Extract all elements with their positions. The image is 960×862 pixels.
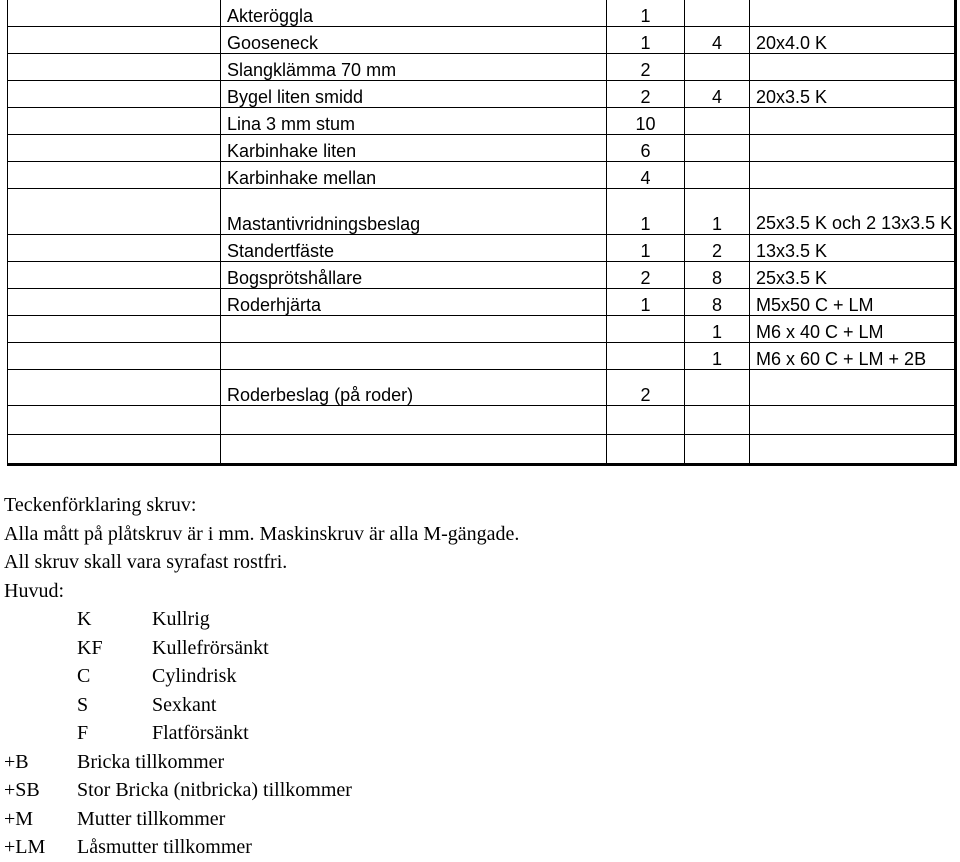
legend-head-desc: Kullefrörsänkt [152,636,269,659]
quantity-cell: 1 [607,235,685,262]
quantity-cell [607,316,685,343]
quantity-cell [607,435,685,465]
part-name-cell [221,343,607,370]
quantity-cell: 1 [607,189,685,235]
part-name-cell: Roderhjärta [221,289,607,316]
legend-note-measurements: Alla mått på plåtskruv är i mm. Maskinskruv är alla M-gängade. [4,522,520,545]
table-row [8,54,956,81]
legend-extra-code: +B [4,750,29,773]
legend-extra-item [4,833,519,862]
screw-size-cell [750,406,956,435]
screw-count-cell [685,108,750,135]
table-row [8,162,956,189]
legend-head-item [4,719,519,748]
legend-extra-code: +SB [4,779,40,801]
table-row [8,289,956,316]
legend-head-item [4,605,519,634]
screw-count-cell [685,162,750,189]
screw-size-cell: 20x4.0 K [750,27,956,54]
row-blank-cell [8,316,221,343]
table-row [8,135,956,162]
legend-head-code: C [77,665,91,687]
screw-count-cell: 4 [685,27,750,54]
part-name-cell: Bogsprötshållare [221,262,607,289]
part-name-cell: Gooseneck [221,27,607,54]
quantity-cell: 6 [607,135,685,162]
row-blank-cell [8,108,221,135]
screw-size-cell [750,370,956,406]
parts-table [7,0,957,466]
part-name-cell: Slangklämma 70 mm [221,54,607,81]
part-name-cell [221,316,607,343]
legend-note-material: All skruv skall vara syrafast rostfri. [4,551,288,573]
screw-size-cell: M6 x 60 C + LM + 2B [750,343,956,370]
row-blank-cell [8,289,221,316]
legend-head-item [4,634,519,663]
row-blank-cell [8,27,221,54]
part-name-cell: Lina 3 mm stum [221,108,607,135]
legend-head-desc: Sexkant [152,693,217,716]
row-blank-cell [8,343,221,370]
table-row [8,316,956,343]
screw-count-cell: 1 [685,189,750,235]
row-blank-cell [8,81,221,108]
legend-extra-desc: Bricka tillkommer [77,750,225,773]
part-name-cell: Bygel liten smidd [221,81,607,108]
table-row [8,81,956,108]
part-name-cell: Mastantivridningsbeslag [221,189,607,235]
row-blank-cell [8,162,221,189]
quantity-cell: 1 [607,289,685,316]
part-name-cell [221,406,607,435]
part-name-cell: Roderbeslag (på roder) [221,370,607,406]
table-row [8,235,956,262]
legend-extra-item [4,776,519,805]
legend-extra-desc: Stor Bricka (nitbricka) tillkommer [77,779,352,801]
screw-count-cell: 8 [685,262,750,289]
legend-head-desc: Cylindrisk [152,665,237,687]
screw-count-cell [685,370,750,406]
part-name-cell: Akteröggla [221,0,607,27]
legend-head-desc: Flatförsänkt [152,722,249,744]
part-name-cell: Karbinhake mellan [221,162,607,189]
quantity-cell: 10 [607,108,685,135]
table-row [8,435,956,465]
legend-extra-code: +LM [4,836,46,858]
screw-size-cell: M6 x 40 C + LM [750,316,956,343]
legend-head-label: Huvud: [4,579,64,602]
row-blank-cell [8,262,221,289]
legend-head-code: K [77,608,92,630]
row-blank-cell [8,406,221,435]
screw-count-cell [685,0,750,27]
table-row [8,406,956,435]
screw-count-cell: 4 [685,81,750,108]
part-name-cell: Standertfäste [221,235,607,262]
legend-head-code: KF [77,636,103,659]
screw-size-cell [750,162,956,189]
screw-size-cell: 13x3.5 K [750,235,956,262]
quantity-cell: 1 [607,0,685,27]
legend-head-code: S [77,693,89,716]
screw-size-cell [750,435,956,465]
screw-count-cell [685,54,750,81]
legend-head-desc: Kullrig [152,608,210,630]
legend-extra-item [4,748,519,777]
screw-count-cell [685,135,750,162]
screw-size-cell: 20x3.5 K [750,81,956,108]
quantity-cell: 2 [607,54,685,81]
part-name-cell [221,435,607,465]
row-blank-cell [8,370,221,406]
table-row [8,27,956,54]
screw-count-cell [685,406,750,435]
screw-count-cell: 2 [685,235,750,262]
screw-size-cell [750,54,956,81]
quantity-cell: 1 [607,27,685,54]
screw-size-cell [750,135,956,162]
quantity-cell: 2 [607,262,685,289]
table-row [8,370,956,406]
part-name-cell: Karbinhake liten [221,135,607,162]
screw-count-cell: 1 [685,316,750,343]
table-row [8,0,956,27]
legend-extra-item [4,805,519,834]
screw-legend [4,491,519,862]
screw-size-cell [750,0,956,27]
screw-size-cell: 25x3.5 K och 2 13x3.5 K [750,189,956,235]
screw-count-cell [685,435,750,465]
table-row [8,262,956,289]
table-row [8,343,956,370]
screw-size-cell: M5x50 C + LM [750,289,956,316]
quantity-cell: 4 [607,162,685,189]
legend-head-item [4,691,519,720]
legend-head-item [4,662,519,691]
row-blank-cell [8,54,221,81]
table-row [8,189,956,235]
legend-extra-desc: Mutter tillkommer [77,807,226,830]
row-blank-cell [8,189,221,235]
quantity-cell: 2 [607,370,685,406]
legend-head-code: F [77,722,89,744]
table-row [8,108,956,135]
legend-heading: Teckenförklaring skruv: [4,494,197,516]
legend-extra-desc: Låsmutter tillkommer [77,836,252,858]
row-blank-cell [8,235,221,262]
quantity-cell [607,343,685,370]
row-blank-cell [8,0,221,27]
quantity-cell [607,406,685,435]
quantity-cell: 2 [607,81,685,108]
screw-count-cell: 8 [685,289,750,316]
screw-count-cell: 1 [685,343,750,370]
screw-size-cell: 25x3.5 K [750,262,956,289]
row-blank-cell [8,135,221,162]
row-blank-cell [8,435,221,465]
screw-size-cell [750,108,956,135]
legend-extra-code: +M [4,807,34,830]
